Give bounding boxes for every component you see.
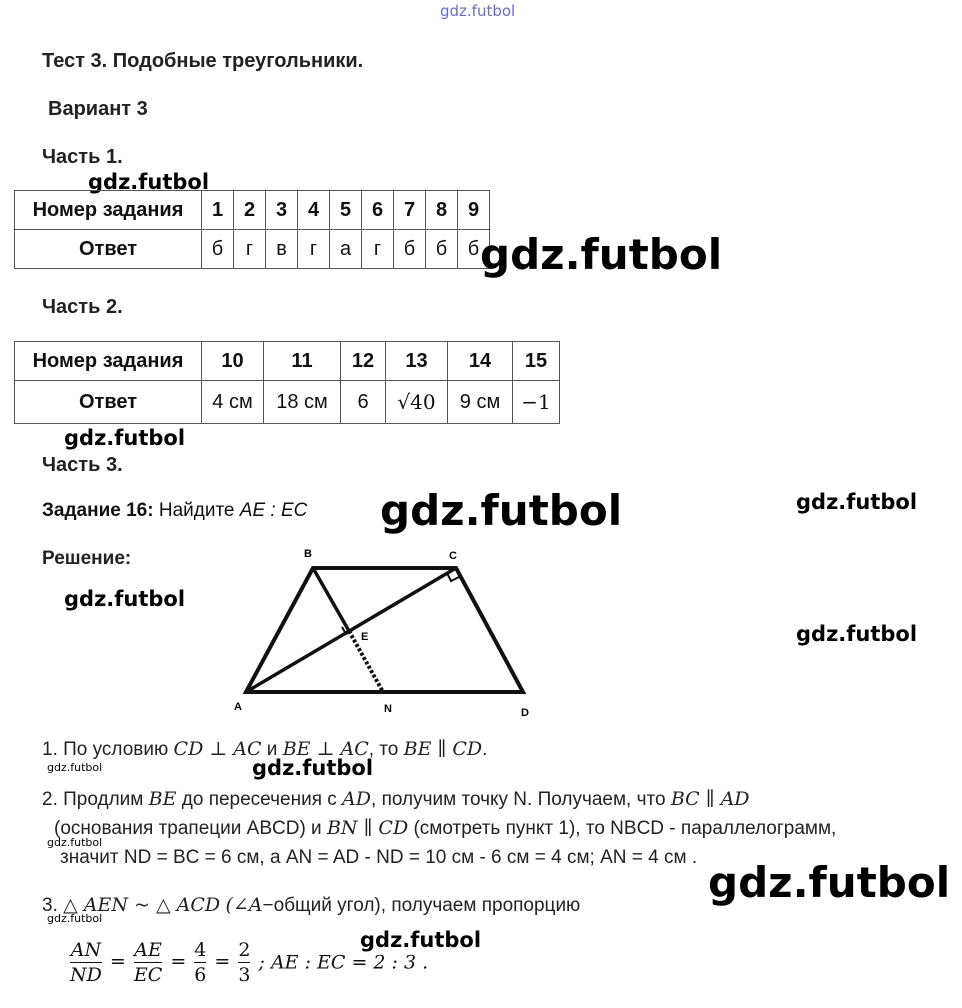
step-text: , получим точку N. Получаем, что xyxy=(371,789,666,810)
table-row xyxy=(15,381,560,424)
label-c: C xyxy=(449,550,457,562)
part1-table xyxy=(14,190,490,269)
table-cell: г xyxy=(362,230,394,269)
watermark-top: gdz.futbol xyxy=(440,2,516,20)
part3-heading: Часть 3. xyxy=(42,454,123,476)
label-n: N xyxy=(384,703,392,715)
denominator: ND xyxy=(70,964,102,986)
step-text: −общий угол), получаем пропорцию xyxy=(262,895,581,916)
table-cell: а xyxy=(330,230,362,269)
fraction xyxy=(194,938,206,987)
table-cell: б xyxy=(458,230,490,269)
watermark: gdz.futbol xyxy=(252,756,374,780)
step-text: 1. По условию xyxy=(42,739,169,760)
step-text: до пересечения с xyxy=(181,789,337,810)
step-text: и xyxy=(266,739,278,760)
page-title: Тест 3. Подобные треугольники. xyxy=(42,50,364,72)
numerator: 2 xyxy=(238,939,251,961)
step-text: NBCD xyxy=(610,818,665,839)
step-math: BC ∥ AD xyxy=(670,788,750,810)
table-row xyxy=(15,230,490,269)
table-cell: 9 xyxy=(458,191,490,230)
table-cell: 5 xyxy=(330,191,362,230)
table-cell: 18 см xyxy=(264,381,341,424)
task-expression: AE : EC xyxy=(239,500,308,521)
segment-be xyxy=(313,568,349,631)
watermark: gdz.futbol xyxy=(47,912,103,925)
step-text: , то xyxy=(368,739,399,760)
table-row xyxy=(15,342,560,381)
variant-label: Вариант 3 xyxy=(48,98,148,120)
step-math: BE ⊥ AC xyxy=(282,738,369,760)
ratio-result: ; AE : EC = 2 : 3 . xyxy=(258,951,429,974)
step-text: ) и xyxy=(299,818,322,839)
table-cell: 3 xyxy=(266,191,298,230)
step-text: значит xyxy=(60,847,119,868)
table-cell: 8 xyxy=(426,191,458,230)
table-cell: 10 xyxy=(202,342,264,381)
step-3 xyxy=(42,894,580,917)
label-a: A xyxy=(234,701,242,713)
part2-table xyxy=(14,341,560,424)
numerator: AE xyxy=(134,939,162,961)
task-text: Найдите xyxy=(158,500,235,521)
watermark: gdz.futbol xyxy=(796,490,918,514)
table-header-cell: Номер задания xyxy=(15,342,202,381)
table-header-cell: Номер задания xyxy=(15,191,202,230)
trapezoid-outline xyxy=(246,568,523,692)
denominator: 6 xyxy=(194,964,207,986)
task-16 xyxy=(42,500,307,522)
step-text: ND xyxy=(123,847,152,868)
step-2-line-1 xyxy=(42,788,750,811)
table-cell: 6 xyxy=(362,191,394,230)
step-text: ABCD xyxy=(246,818,300,839)
step-math: △ AEN ~ △ ACD xyxy=(63,894,221,916)
step-math: CD ⊥ AC xyxy=(173,738,262,760)
watermark: gdz.futbol xyxy=(64,587,186,611)
step-math: BE xyxy=(148,788,177,810)
table-cell: г xyxy=(298,230,330,269)
step-2-line-3 xyxy=(60,847,697,869)
label-d: D xyxy=(521,707,529,719)
watermark: gdz.futbol xyxy=(480,230,723,279)
table-cell: 9 см xyxy=(448,381,513,424)
table-cell: 2 xyxy=(234,191,266,230)
watermark: gdz.futbol xyxy=(380,486,623,535)
watermark: gdz.futbol xyxy=(796,622,918,646)
step-text: = BC = 6 см, а AN = AD - ND = 10 см - 6 см = 4 см; AN = 4 см . xyxy=(156,847,698,868)
watermark: gdz.futbol xyxy=(47,836,103,849)
trapezoid-figure xyxy=(225,540,545,725)
part1-heading: Часть 1. xyxy=(42,146,123,168)
watermark: gdz.futbol xyxy=(360,928,482,952)
numerator: AN xyxy=(70,939,102,961)
step-math: AD xyxy=(342,788,372,810)
task-label: Задание 16: xyxy=(42,500,154,521)
table-cell: 15 xyxy=(513,342,560,381)
table-cell: б xyxy=(394,230,426,269)
table-cell: 11 xyxy=(264,342,341,381)
table-cell: 1 xyxy=(202,191,234,230)
solution-label: Решение: xyxy=(42,548,132,569)
table-row xyxy=(15,191,490,230)
table-header-cell: Ответ xyxy=(15,230,202,269)
table-cell: 4 xyxy=(298,191,330,230)
step-text: - параллелограмм, xyxy=(669,818,837,839)
denominator: 3 xyxy=(238,964,251,986)
proportion: $\frac{AN}{ND}$ = $\frac{AE}{EC}$ = $\frac{4}{6}$ = $\frac{2}{3}$ ; AE : EC = 2 : 3 . xyxy=(70,939,429,986)
numerator: 4 xyxy=(194,939,207,961)
table-cell: √40 xyxy=(386,381,448,424)
step-text: (основания трапеции xyxy=(54,818,242,839)
fraction xyxy=(134,938,162,987)
step-text: 2. Продлим xyxy=(42,789,144,810)
table-header-cell: Ответ xyxy=(15,381,202,424)
watermark: gdz.futbol xyxy=(88,170,210,194)
step-2-line-2 xyxy=(54,817,836,840)
table-cell: 13 xyxy=(386,342,448,381)
label-e: E xyxy=(361,631,369,643)
table-cell: 14 xyxy=(448,342,513,381)
table-cell: в xyxy=(266,230,298,269)
table-cell: 7 xyxy=(394,191,426,230)
watermark: gdz.futbol xyxy=(708,858,951,907)
table-cell: 12 xyxy=(341,342,386,381)
table-cell: 6 xyxy=(341,381,386,424)
step-math: BE ∥ CD xyxy=(403,738,483,760)
watermark: gdz.futbol xyxy=(47,761,103,774)
denominator: EC xyxy=(133,964,163,986)
step-text: (смотреть пункт 1), то xyxy=(413,818,605,839)
table-cell: б xyxy=(426,230,458,269)
watermark: gdz.futbol xyxy=(64,426,186,450)
part2-heading: Часть 2. xyxy=(42,296,123,318)
step-math: BN ∥ CD xyxy=(326,817,409,839)
table-cell: б xyxy=(202,230,234,269)
table-cell: 4 см xyxy=(202,381,264,424)
fraction xyxy=(238,938,250,987)
label-b: B xyxy=(304,548,312,560)
fraction xyxy=(70,938,102,987)
step-math: (∠A xyxy=(225,894,263,916)
table-cell: −1 xyxy=(513,381,560,424)
step-text: 3. xyxy=(42,895,58,916)
step-text: . xyxy=(482,739,488,760)
table-cell: г xyxy=(234,230,266,269)
